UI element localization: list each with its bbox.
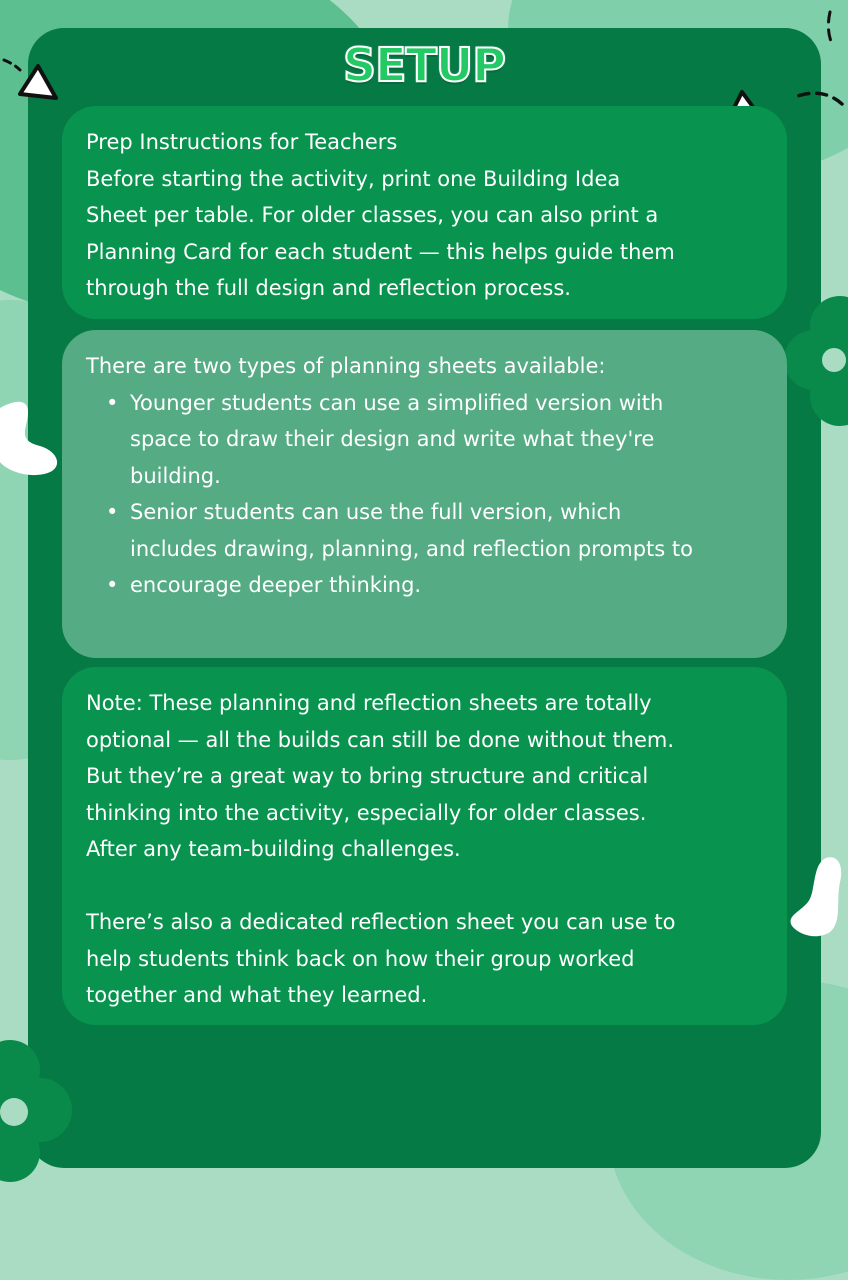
white-blob-icon (786, 856, 848, 938)
page-title: SETUP (343, 38, 505, 92)
list-item (86, 567, 767, 604)
flower-icon (0, 1040, 72, 1200)
list-item-line: • Younger students can use a simplified version with (130, 390, 664, 415)
flower-icon (784, 296, 848, 436)
note-card (62, 667, 787, 1025)
prep-text-line: Before starting the activity, print one Building Idea (86, 166, 621, 191)
list-item-line: space to draw their design and write what they're (130, 427, 655, 451)
prep-text-line: through the full design and reflection process. (86, 276, 571, 300)
types-list (86, 385, 767, 604)
paragraph-gap (86, 868, 767, 905)
types-intro: There are two types of planning sheets available: (86, 354, 606, 378)
prep-text-line: Sheet per table. For older classes, you can also print a (86, 203, 659, 227)
planning-sheet-types-card (62, 330, 787, 658)
white-blob-icon (0, 398, 64, 478)
list-item (86, 494, 767, 567)
prep-text-line: Planning Card for each student — this helps guide them (86, 239, 675, 264)
note-text-line: thinking into the activity, especially for older classes. (86, 800, 647, 825)
list-item (86, 385, 767, 495)
list-item-line: building. (130, 463, 221, 488)
list-item-line: • Senior students can use the full version, which (130, 500, 622, 524)
note-text-line: together and what they learned. (86, 983, 428, 1007)
note-text-line: help students think back on how their group worked (86, 946, 635, 971)
note-text-line: After any team-building challenges. (86, 837, 461, 861)
list-item-line: includes drawing, planning, and reflection prompts to (130, 536, 693, 561)
note-text-line: Note: These planning and reflection sheets are totally (86, 691, 652, 715)
note-text-line: There’s also a dedicated reflection sheet you can use to (86, 910, 676, 934)
prep-heading: Prep Instructions for Teachers (86, 130, 398, 154)
prep-instructions-card (62, 106, 787, 319)
list-item-line: • encourage deeper thinking. (130, 573, 422, 597)
note-text-line: optional — all the builds can still be done without them. (86, 727, 675, 752)
note-text-line: But they’re a great way to bring structure and critical (86, 764, 649, 788)
